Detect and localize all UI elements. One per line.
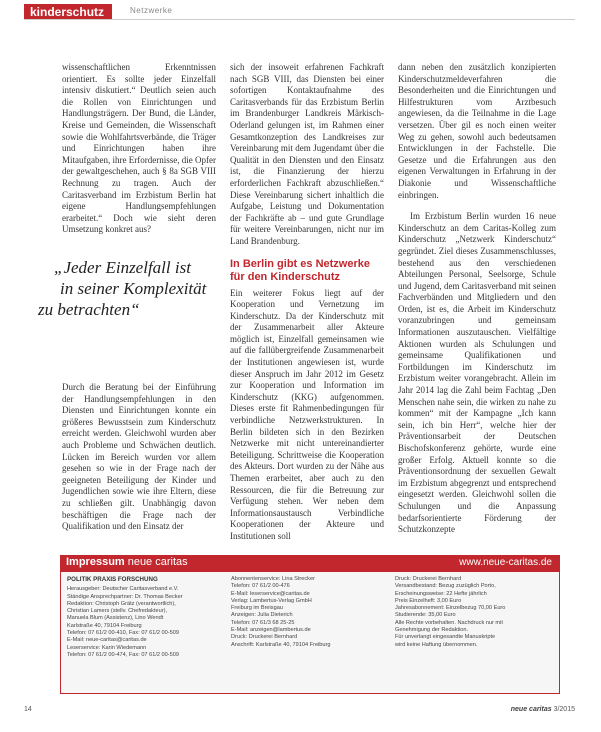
column-1-bottom — [62, 382, 216, 533]
impressum-line: Redaktion: Christoph Grätz (verantwortlich), — [67, 600, 176, 607]
impressum-line: Herausgeber: Deutscher Caritasverband e.V. — [67, 586, 179, 593]
website-link[interactable]: www.neue-caritas.de — [459, 557, 552, 568]
section-subhead: In Berlin gibt es Netzwerke für den Kinderschutz — [230, 257, 370, 283]
quote-line-1: „Jeder Einzelfall ist — [54, 258, 191, 277]
impressum-line: E-Mail: leserservice@caritas.de — [231, 590, 310, 597]
impressum-line: Druck: Druckerei Bernhard — [395, 576, 462, 582]
section-tab: kinderschutz — [24, 4, 112, 20]
impressum-line: E-Mail: neue-caritas@caritas.de — [67, 637, 147, 644]
impressum-line: Telefon: 07 61/2 00-476 — [231, 583, 290, 590]
impressum-line: Christian Lamers (stellv. Chefredakteur), — [67, 608, 167, 615]
publication-name: neue caritas — [510, 706, 552, 713]
column-1-bottom-text: Durch die Beratung bei der Einführung der Handlungsempfehlungen in den Diensten und Einrichtungen konnte ein größeres Bewusstsein zum Kinderschutz erreicht werden. Gleichwohl wurden aber auch Probleme und Schwächen deutlich. Lücken im Bereich wurden vor allem gesehen so wie in der Frage nach der geeigneten Beteiligung der Kinder und Jugendlichen sowie wie ihre Eltern, diese zu schließen gilt. Unabhängig davon beschäftigen die Frage nach der Qualifikation und den Einsatz der — [62, 382, 216, 532]
impressum-line: Alle Rechte vorbehalten. Nachdruck nur mit — [395, 619, 503, 626]
impressum-line: Anzeigen: Julia Dieterich — [231, 612, 293, 619]
column-1-top — [62, 62, 216, 236]
impressum-bar — [60, 555, 560, 572]
impressum-subtitle: neue caritas — [127, 556, 188, 568]
impressum-line: Studierende: 35,00 Euro — [395, 612, 456, 619]
impressum-heading: Impressum — [66, 556, 125, 568]
impressum-col-1-heading: POLITIK PRAXIS FORSCHUNG — [67, 576, 158, 583]
impressum-line: Telefon: 07 61/2 00-410, Fax: 07 61/2 00-509 — [67, 630, 179, 637]
column-3-bottom-text: Im Erzbistum Berlin wurden 16 neue Kinderschutz an dem Caritas-Kolleg zum Kinderschutz „Netzwerk Kinderschutz“ gegründet. Ziel dieses Zusammenschlusses, bestehend aus den verschiedenen Abteilungen Personal, Seelsorge, Schule und Jugend, dem Caritasverband mit seinen Fachverbänden und Mitgliedern und den Orden, ist es, die Arbeit im Kinderschutz voranzubringen und gemeinsam Informationen auszutauschen. Vielfältige Aktionen wurden als Schulungen und gemeinsame Qualifikationen und Fortbildungen im Kinderschutz im Erzbistum weiter vorangebracht. Allein im Jahr 2014 lag die Zahl beim Fachtag „Den Menschen nahe sein, die wirken zu nahe zu kommen“ mit der Kampagne „Ich kann sein, ich bin Herr“, welche hier der Präventionsarbeit der Deutschen Bischofskonferenz gehörte, wurde eine großer Erfolg. Aktuell konnte so die Präventionsordnung der sexuellen Gewalt im Erzbistum abgegrenzt und entsprechend eingesetzt werden. Gleichwohl sollen die Schulungen und die Anpassung bedarfsorientierte Förderung der Schutzkonzepte — [398, 211, 556, 535]
subsection-label: Netzwerke — [130, 6, 173, 15]
impressum-line: wird keine Haftung übernommen. — [395, 641, 478, 648]
column-2 — [230, 62, 384, 543]
column-2-top-text: sich der insoweit erfahrenen Fachkraft nach SGB VIII, das Diensten bei einer sofortigen Kontaktaufnahme des Caritasverbands für das Erzbistum Berlin im Brandenburger Landkreis Märkisch-Oderland gelungen ist, im Rahmen einer Gesamtkonzeption des Landkreises zur Vereinbarung mit dem Jugendamt über die Qualität in den Diensten und den Einsatz ist, die Finanzierung der hierzu erforderlichen Fachkraft abzuschließen.“ Diese Vereinbarung sichert inhaltlich die Aufgabe, Leistung und Dokumentation der Fachkräfte ab – und gute Grundlage für weitere Vereinbarungen, nicht nur im Land Brandenburg. — [230, 62, 384, 246]
pull-quote — [34, 257, 207, 320]
impressum-col-1 — [67, 576, 217, 659]
impressum-line: Erscheinungsweise: 22 Hefte jährlich — [395, 590, 487, 597]
impressum-line: Versandbestand: Bezug zuzüglich Porto, — [395, 583, 496, 590]
page-header — [0, 0, 601, 20]
impressum-line: Preis Einzelheft: 3,00 Euro — [395, 597, 462, 604]
column-1-top-text: wissenschaftlichen Erkenntnissen orientiert. Es sollte jeder Einzelfall intensiv diskutiert.“ Deutlich seien auch die Rollen von Einrichtungen und Handlungsträgern. Der Bund, die Länder, Kreise und Gemeinden, die Wissenschaft sowie die Wohlfahrtsverbände, die Träger und Einrichtungen haben ihre Mitaufgaben, ihre Erfordernisse, die Opfer der gewaltgeschehen, auch § 8a SGB VIII Rechnung zu tragen. Auch der Caritasverband im Erzbistum Berlin hat eigene Handlungsempfehlungen erarbeitet.“ Doch wie sieht deren Umsetzung konkret aus? — [62, 62, 216, 235]
page-footer — [24, 703, 575, 717]
impressum-line: Freiburg im Breisgau — [231, 605, 283, 612]
header-rule — [24, 19, 575, 20]
footer-issue — [511, 706, 575, 713]
impressum-line: Telefon: 07 61/2 00-474, Fax: 07 61/2 00-509 — [67, 651, 179, 658]
impressum-line: Druck: Druckerei Bernhard — [231, 634, 298, 641]
impressum-line: Für unverlangt eingesandte Manuskripte — [395, 634, 496, 641]
impressum-line: Manuela Blum (Assistenz), Lino Wendt — [67, 615, 164, 622]
impressum-col-2 — [231, 576, 381, 649]
impressum-line: E-Mail: anzeigen@lambertus.de — [231, 627, 311, 634]
impressum-line: Telefon: 07 61/3 68 25-25 — [231, 619, 295, 626]
column-3 — [398, 62, 556, 536]
issue-number: 3/2015 — [553, 706, 575, 713]
impressum-line: Ständige Ansprechpartner: Dr. Thomas Becker — [67, 593, 183, 600]
column-2-bottom-text: Ein weiterer Fokus liegt auf der Kooperation und Vernetzung im Kinderschutz. Da der Kinderschutz mit der Zusammenarbeit aller Akteure möglich ist, Einzelfall gemeinsamen wie auf die fallübergreifende Zusammenarbeit der Institutionen angewiesen ist, wurde dieser Anspruch im Jahr 2012 im Gesetz zur Kooperation und Information im Kinderschutz (KKG) aufgenommen. Dieses erste fit Rahmenbedingungen für verbindliche Netzwerkstrukturen. In Berlin bildeten sich in den Bezirken Netzwerke mit nicht untereinandierter Beteiligung. Schrittweise die Kooperation des Akteurs. Dort wurden zu der Nähe aus Themen erarbeitet, aber auch zu den Ressourcen, die für die Betreuung zur Verfügung stehen. Wer neben dem Informationsaustausch Verbindliche Kooperationen der Akteure und Institutionen soll — [230, 287, 384, 541]
impressum-line: Jahresabonnement: Einzelbezug 70,00 Euro — [395, 605, 506, 612]
impressum-line: Verlag: Lambertus-Verlag GmbH — [231, 597, 312, 604]
impressum-title — [66, 556, 188, 568]
quote-line-3: zu betrachten“ — [38, 300, 140, 319]
impressum-col-3 — [395, 576, 553, 649]
quote-line-2: in seiner Komplexität — [60, 279, 207, 298]
column-3-top-text: dann neben den zusätzlich konzipierten Kinderschutzmeldeverfahren die Besonderheiten und die Einrichtungen und Hilfestrukturen vom Arztbesuch angewiesen, da die Teilnahme in die Lage versetzen. Über gil es noch einen weiter Weg zu gehen, sowohl auch bedeutsamen Entwicklungen in der Fachstelle. Die Gesetze und die Erfahrungen aus den eigenen Verwaltungen in Erfahrung in der Diakonie und Wissenschaftliche einbringen. — [398, 62, 556, 200]
impressum-line: Anschrift: Karlstraße 40, 79104 Freiburg — [231, 641, 331, 648]
impressum-line: Karlstraße 40, 79104 Freiburg — [67, 622, 142, 629]
impressum-box — [60, 555, 560, 695]
impressum-line: Genehmigung der Redaktion. — [395, 627, 469, 634]
impressum-line: Leserservice: Karin Wiedemann — [67, 644, 147, 651]
impressum-body — [60, 572, 560, 694]
impressum-line: Abonnentenservice: Lina Strecker — [231, 576, 315, 582]
page-number: 14 — [24, 706, 32, 713]
